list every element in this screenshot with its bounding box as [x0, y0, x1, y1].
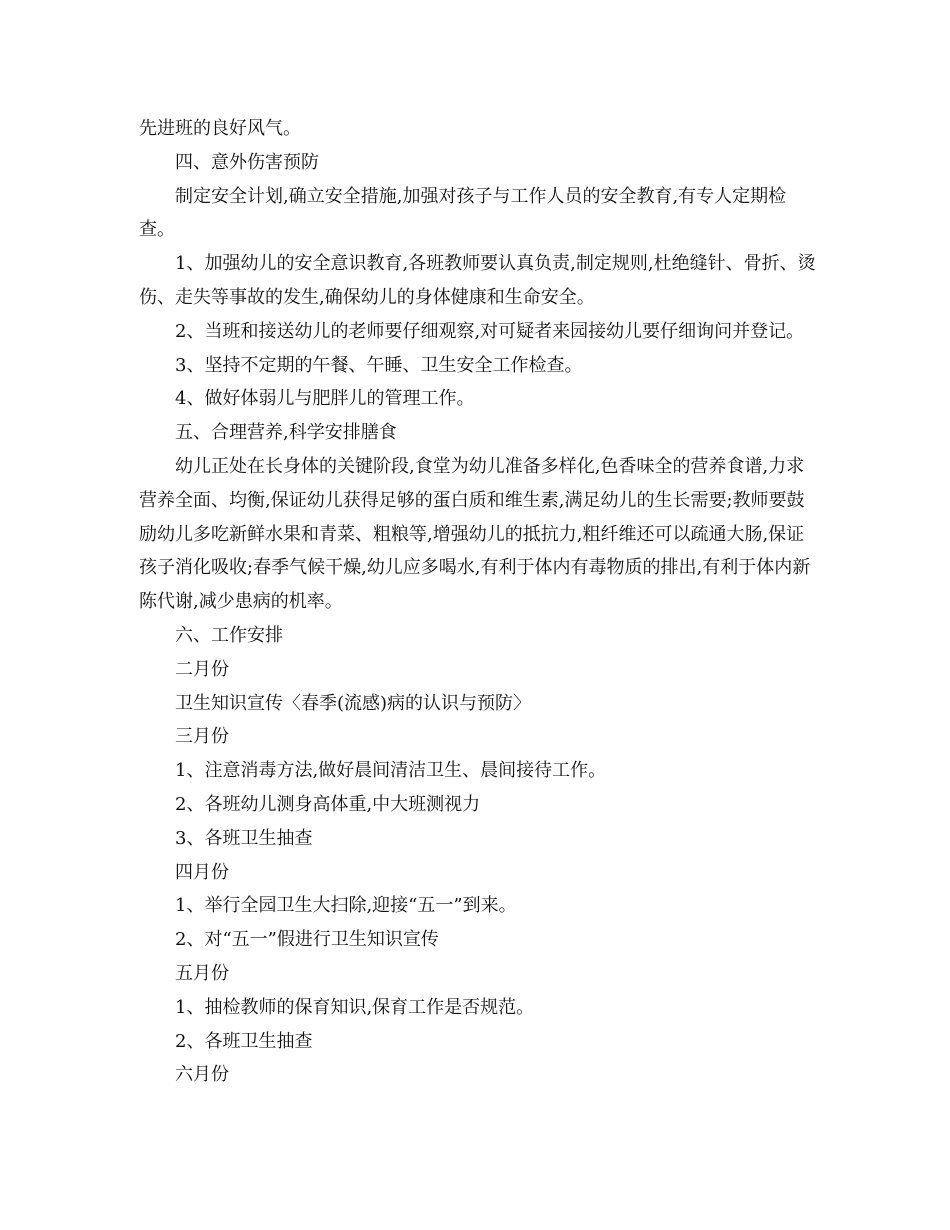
month-heading-february: 二月份 — [175, 658, 229, 680]
month-heading-may: 五月份 — [175, 962, 229, 984]
list-item-february-1: 卫生知识宣传〈春季(流感)病的认识与预防〉 — [175, 692, 532, 714]
list-item-safety-3: 3、坚持不定期的午餐、午睡、卫生安全工作检查。 — [175, 354, 583, 376]
month-heading-april: 四月份 — [175, 861, 229, 883]
paragraph-safety-plan: 制定安全计划,确立安全措施,加强对孩子与工作人员的安全教育,有专人定期检查。 — [139, 185, 787, 241]
month-heading-june: 六月份 — [175, 1064, 229, 1086]
section-heading-nutrition: 五、合理营养,科学安排膳食 — [175, 422, 397, 444]
list-item-may-1: 1、抽检教师的保育知识,保育工作是否规范。 — [175, 996, 535, 1018]
list-item-april-2: 2、对“五一”假进行卫生知识宣传 — [175, 929, 439, 951]
section-heading-accident-prevention: 四、意外伤害预防 — [175, 151, 319, 173]
list-item-march-1: 1、注意消毒方法,做好晨间清洁卫生、晨间接待工作。 — [175, 760, 607, 782]
list-item-safety-4: 4、做好体弱儿与肥胖儿的管理工作。 — [175, 388, 475, 410]
list-item-safety-1: 1、加强幼儿的安全意识教育,各班教师要认真负责,制定规则,杜绝缝针、骨折、烫伤、走失等事故的发生,确保幼儿的身体健康和生命安全。 — [139, 253, 816, 308]
month-heading-march: 三月份 — [175, 726, 229, 748]
list-item-march-3: 3、各班卫生抽查 — [175, 827, 313, 849]
list-item-safety-2: 2、当班和接送幼儿的老师要仔细观察,对可疑者来园接幼儿要仔细询问并登记。 — [175, 320, 805, 342]
paragraph-nutrition: 幼儿正处在长身体的关键阶段,食堂为幼儿准备多样化,色香味全的营养食谱,力求营养全面、均衡,保证幼儿获得足够的蛋白质和维生素,满足幼儿的生长需要;教师要鼓励幼儿多吃新鲜水果和青菜、粗粮等,增强幼儿的抵抗力,粗纤维还可以疏通大肠,保证孩子消化吸收;春季气候干燥,幼儿应多喝水,有利于体内有毒物质的排出,有利于体内新陈代谢,减少患病的机率。 — [139, 455, 811, 613]
paragraph-continuation: 先进班的良好风气。 — [139, 118, 301, 139]
section-heading-work-schedule: 六、工作安排 — [175, 624, 283, 646]
list-item-may-2: 2、各班卫生抽查 — [175, 1030, 313, 1052]
list-item-april-1: 1、举行全园卫生大扫除,迎接“五一”到来。 — [175, 895, 517, 917]
list-item-march-2: 2、各班幼儿测身高体重,中大班测视力 — [175, 793, 481, 815]
document-body — [139, 112, 819, 1092]
